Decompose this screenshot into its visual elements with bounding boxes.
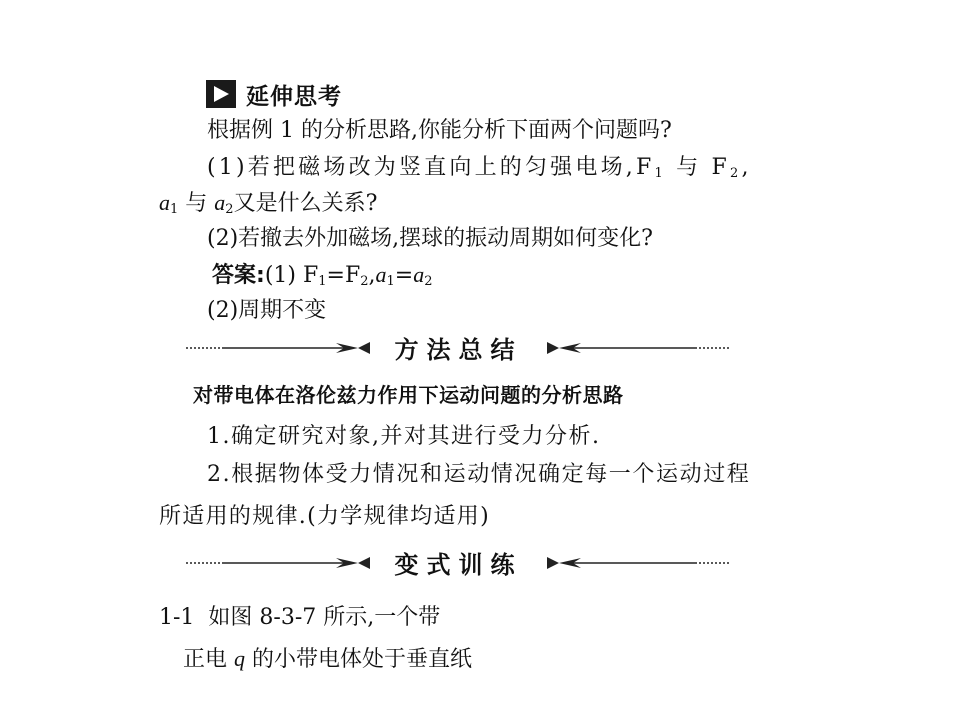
answer-line: 答案:(1) $F_1=F_2,a_1=a_2$ — [212, 262, 433, 289]
question-1-line-2: $a_1$ 与 $a_2$又是什么关系? — [159, 190, 378, 217]
answer-label: 答案: — [212, 263, 265, 288]
problem-line-1: 1-1 如图 8-3-7 所示,一个带 — [159, 605, 441, 630]
method-step-1: 1.确定研究对象,并对其进行受力分析. — [207, 424, 601, 449]
method-summary-divider — [186, 330, 731, 370]
method-heading: 对带电体在洛伦兹力作用下运动问题的分析思路 — [193, 383, 624, 407]
variant-training-title: 变式训练 — [394, 551, 523, 579]
play-triangle-icon — [206, 80, 236, 108]
method-step-2-line-2: 所适用的规律.(力学规律均适用) — [159, 504, 490, 529]
question-2: (2)若撤去外加磁场,摆球的振动周期如何变化? — [207, 226, 653, 251]
method-summary-title: 方法总结 — [394, 336, 523, 364]
question-1-line-1: (1)若把磁场改为竖直向上的匀强电场$,F_1$ 与 $F_2$, — [207, 155, 752, 181]
extension-header — [206, 79, 342, 109]
method-step-2-line-1: 2.根据物体受力情况和运动情况确定每一个运动过程 — [207, 462, 751, 487]
variant-training-divider — [186, 545, 731, 585]
problem-line-2: 正电 q 的小带电体处于垂直纸 — [183, 646, 472, 672]
answer-2: (2)周期不变 — [207, 298, 327, 323]
extension-intro: 根据例 1 的分析思路,你能分析下面两个问题吗? — [207, 118, 672, 143]
extension-title: 延伸思考 — [246, 83, 342, 110]
